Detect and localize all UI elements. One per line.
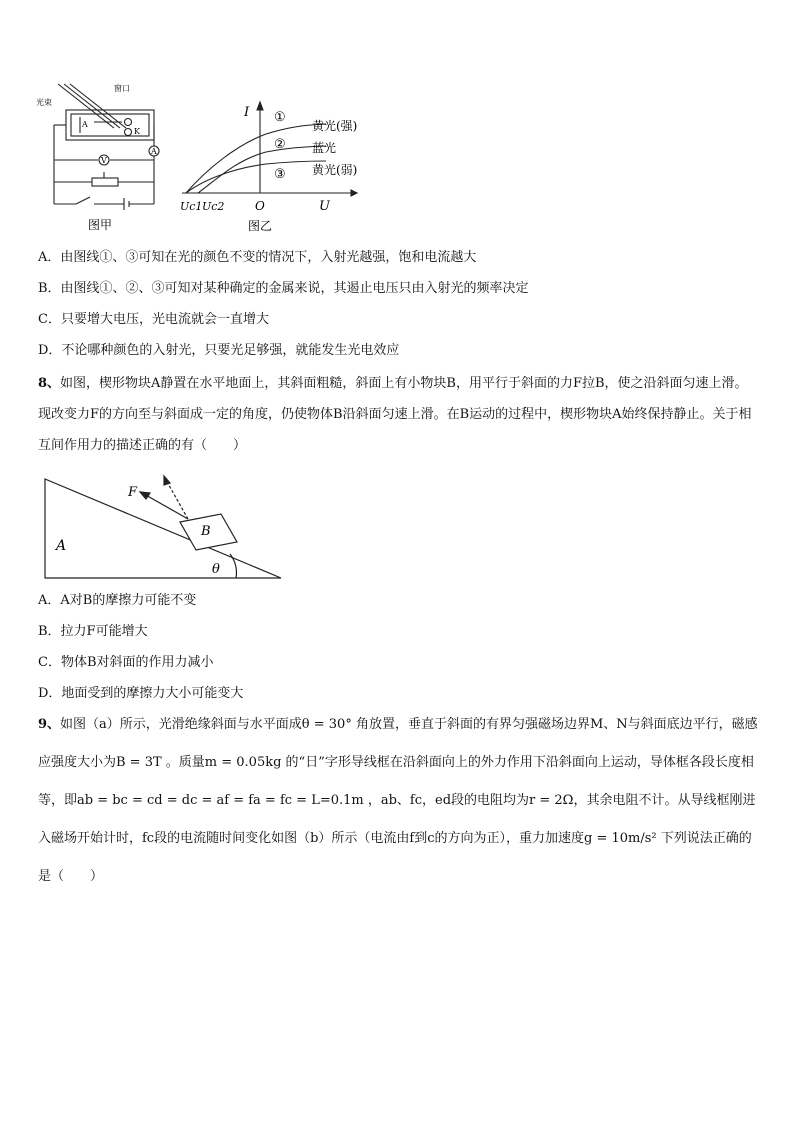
angle-label-theta: θ [212, 562, 220, 577]
figure-wedge [40, 474, 286, 584]
curve-1-label: 黄光(强) [312, 119, 358, 133]
q9-stem [38, 706, 760, 896]
origin-label: O [255, 199, 265, 213]
curve-3-mark: ③ [274, 167, 286, 182]
q8-option-c: C．物体B对斜面的作用力减小 [38, 655, 214, 670]
curve-2-label: 蓝光 [312, 141, 337, 155]
q9-number: 9、 [38, 717, 61, 732]
q8-stem [38, 368, 760, 461]
y-axis-label: I [244, 105, 250, 120]
voltmeter-icon: V [101, 156, 107, 165]
label-light-beam: 光束 [36, 98, 52, 107]
wedge-label-a: A [56, 538, 67, 554]
q8-stem-text: 如图，楔形物块A静置在水平地面上，其斜面粗糙，斜面上有小物块B，用平行于斜面的力F拉B，使之沿斜面匀速上滑。现改变力F的方向至与斜面成一定的角度，仍使物体B沿斜面匀速上滑。在B运动的过程中，楔形物块A始终保持静止。关于相互间作用力的描述正确的有（ ） [38, 376, 752, 453]
caption-jia: 图甲 [88, 218, 113, 232]
x-axis-label: U [319, 199, 330, 214]
curve-3-label: 黄光(弱) [312, 163, 358, 177]
block-label-b: B [201, 524, 211, 539]
q9-stem-text: 如图（a）所示，光滑绝缘斜面与水平面成θ = 30° 角放置，垂直于斜面的有界匀强磁场边界M、N与斜面底边平行，磁感应强度大小为B = 3T 。质量m = 0.05kg 的“日”字形导线框在沿斜面向上的外力作用下沿斜面向上运动，导体框各段长度相等，即ab = bc = cd = dc = af = fa = fc = L=0.1m ，ab、fc，ed段的电阻均为r = 2Ω，其余电阻不计。从导线框刚进入磁场开始计时，fc段的电流随时间变化如图（b）所示（电流由f到c的方向为正），重力加速度g = 10m/s² 下列说法正确的是（ ） [38, 717, 758, 884]
q7-option-c: C．只要增大电压，光电流就会一直增大 [38, 312, 269, 327]
q7-option-a: A．由图线①、③可知在光的颜色不变的情况下，入射光越强，饱和电流越大 [38, 250, 477, 265]
q7-option-b: B．由图线①、②、③可知对某种确定的金属来说，其遏止电压只由入射光的频率决定 [38, 281, 529, 296]
curve-1-mark: ① [274, 110, 286, 125]
uc1-label: Uc1 [180, 200, 203, 213]
q7-option-d: D．不论哪种颜色的入射光，只要光足够强，就能发生光电效应 [38, 343, 400, 358]
caption-yi: 图乙 [248, 219, 273, 233]
uc2-label: Uc2 [202, 200, 225, 213]
q8-number: 8、 [38, 376, 61, 391]
curve-2-mark: ② [274, 137, 286, 152]
label-window: 窗口 [114, 84, 130, 93]
force-label-f: F [128, 485, 138, 500]
figure-jia-circuit [36, 82, 166, 232]
q8-option-b: B．拉力F可能增大 [38, 624, 148, 639]
q8-option-a: A．A对B的摩擦力可能不变 [38, 593, 197, 608]
ammeter-icon: A [151, 147, 157, 156]
figure-yi-graph [176, 100, 376, 234]
label-cathode: K [134, 127, 140, 136]
q8-option-d: D．地面受到的摩擦力大小可能变大 [38, 686, 244, 701]
label-anode: A [82, 120, 88, 129]
